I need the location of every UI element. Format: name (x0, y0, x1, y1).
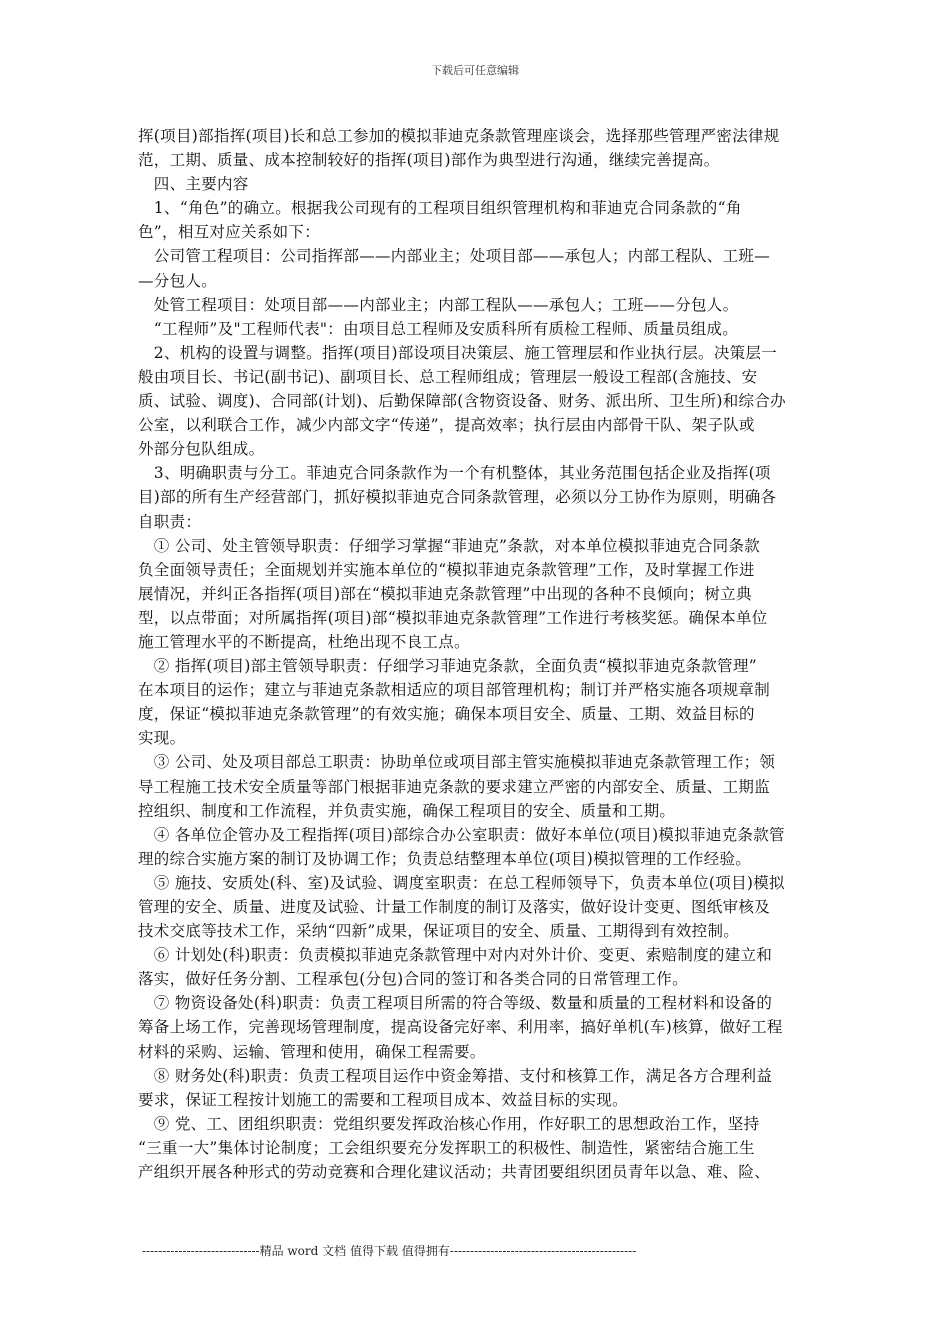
text-line: ⑦ 物资设备处(科)职责：负责工程项目所需的符合等级、数量和质量的工程材料和设备的 (138, 994, 773, 1013)
text-line: ④ 各单位企管办及工程指挥(项目)部综合办公室职责：做好本单位(项目)模拟菲迪克条款管 (138, 825, 785, 844)
text-line: ③ 公司、处及项目部总工职责：协助单位或项目部主管实施模拟菲迪克条款管理工作；领 (138, 753, 776, 772)
text-line: 公室，以利联合工作，减少内部文字“传递”，提高效率；执行层由内部骨干队、架子队或 (138, 416, 755, 435)
text-line: 范，工期、质量、成本控制较好的指挥(项目)部作为典型进行沟通，继续完善提高。 (138, 151, 720, 170)
text-line: 实现。 (138, 729, 186, 748)
header-note: 下载后可任意编辑 (431, 64, 519, 77)
text-line: 技术交底等技术工作，采纳“四新”成果，保证项目的安全、质量、工期得到有效控制。 (138, 922, 740, 941)
text-line: 要求，保证工程按计划施工的需要和工程项目成本、效益目标的实现。 (138, 1090, 628, 1109)
text-line: “工程师”及"工程师代表"：由项目总工程师及安质科所有质检工程师、质量员组成。 (138, 319, 739, 338)
text-line: 材料的采购、运输、管理和使用，确保工程需要。 (138, 1042, 486, 1061)
text-line: 型，以点带面；对所属指挥(项目)部“模拟菲迪克条款管理”工作进行考核奖惩。确保本单位 (138, 608, 768, 627)
text-line: 3、明确职责与分工。菲迪克合同条款作为一个有机整体，其业务范围包括企业及指挥(项 (138, 464, 771, 483)
text-line: 2、机构的设置与调整。指挥(项目)部设项目决策层、施工管理层和作业执行层。决策层一 (138, 343, 778, 362)
text-line: “三重一大”集体讨论制度；工会组织要充分发挥职工的积极性、制造性，紧密结合施工生 (138, 1138, 755, 1157)
text-line: 在本项目的运作；建立与菲迪克条款相适应的项目部管理机构；制订并严格实施各项规章制 (138, 681, 771, 700)
text-line: —分包人。 (138, 271, 218, 290)
text-line: 色”，相互对应关系如下： (138, 223, 321, 242)
text-line: 处管工程项目：处项目部——内部业主；内部工程队——承包人；工班——分包人。 (138, 295, 739, 314)
text-line: 负全面领导责任；全面规划并实施本单位的“模拟菲迪克条款管理”工作，及时掌握工作进 (138, 560, 755, 579)
text-line: 度，保证“模拟菲迪克条款管理”的有效实施；确保本项目安全、质量、工期、效益目标的 (138, 705, 755, 724)
text-line: ⑧ 财务处(科)职责：负责工程项目运作中资金筹措、支付和核算工作，满足各方合理利益 (138, 1066, 773, 1085)
text-line: 般由项目长、书记(副书记)、副项目长、总工程师组成；管理层一般设工程部(含施技、安 (138, 367, 758, 386)
text-line: 挥(项目)部指挥(项目)长和总工参加的模拟菲迪克条款管理座谈会，选择那些管理严密法律规 (138, 127, 780, 145)
text-line: 筹备上场工作，完善现场管理制度，提高设备完好率、利用率，搞好单机(车)核算，做好工程 (138, 1018, 783, 1037)
text-line: 控组织、制度和工作流程，并负责实施，确保工程项目的安全、质量和工期。 (138, 801, 676, 820)
text-line: 理的综合实施方案的制订及协调工作；负责总结整理本单位(项目)模拟管理的工作经验。 (138, 849, 752, 868)
text-line: 导工程施工技术安全质量等部门根据菲迪克条款的要求建立严密的内部安全、质量、工期监 (138, 777, 771, 796)
text-line: 目)部的所有生产经营部门，抓好模拟菲迪克合同条款管理，必须以分工协作为原则，明确各 (138, 488, 777, 507)
text-line: ⑥ 计划处(科)职责：负责模拟菲迪克条款管理中对内对外计价、变更、索赔制度的建立和 (138, 946, 773, 965)
text-line: 展情况，并纠正各指挥(项目)部在“模拟菲迪克条款管理”中出现的各种不良倾向；树立典 (138, 584, 752, 603)
text-line: 管理的安全、质量、进度及试验、计量工作制度的制订及落实，做好设计变更、图纸审核及 (138, 898, 771, 916)
text-line: ⑤ 施技、安质处(科、室)及试验、调度室职责：在总工程师领导下，负责本单位(项目)模拟 (138, 873, 785, 892)
text-line: 产组织开展各种形式的劳动竞赛和合理化建议活动；共青团要组织团员青年以急、难、险、 (138, 1163, 771, 1182)
document-body (138, 124, 816, 1184)
text-line: ⑨ 党、工、团组织职责：党组织要发挥政治核心作用，作好职工的思想政治工作，坚持 (138, 1114, 760, 1133)
text-line: 四、主要内容 (138, 175, 249, 194)
text-line: ① 公司、处主管领导职责：仔细学习掌握“菲迪克”条款，对本单位模拟菲迪克合同条款 (138, 536, 761, 555)
text-line: 公司管工程项目：公司指挥部——内部业主；处项目部——承包人；内部工程队、工班— (138, 247, 771, 266)
footer-banner: -----------------------------精品 word 文档 值得下载 值得拥有---------------------------------------------- (142, 1244, 637, 1258)
text-line: ② 指挥(项目)部主管领导职责：仔细学习菲迪克条款，全面负责“模拟菲迪克条款管理” (138, 657, 757, 676)
text-line: 1、“角色”的确立。根据我公司现有的工程项目组织管理机构和菲迪克合同条款的“角 (138, 199, 742, 218)
text-line: 外部分包队组成。 (138, 440, 265, 459)
text-line: 质、试验、调度)、合同部(计划)、后勤保障部(含物资设备、财务、派出所、卫生所)和综合办 (138, 392, 786, 411)
text-line: 自职责： (138, 512, 202, 531)
text-line: 落实，做好任务分割、工程承包(分包)合同的签订和各类合同的日常管理工作。 (138, 970, 688, 989)
text-line: 施工管理水平的不断提高，杜绝出现不良工点。 (138, 632, 470, 651)
